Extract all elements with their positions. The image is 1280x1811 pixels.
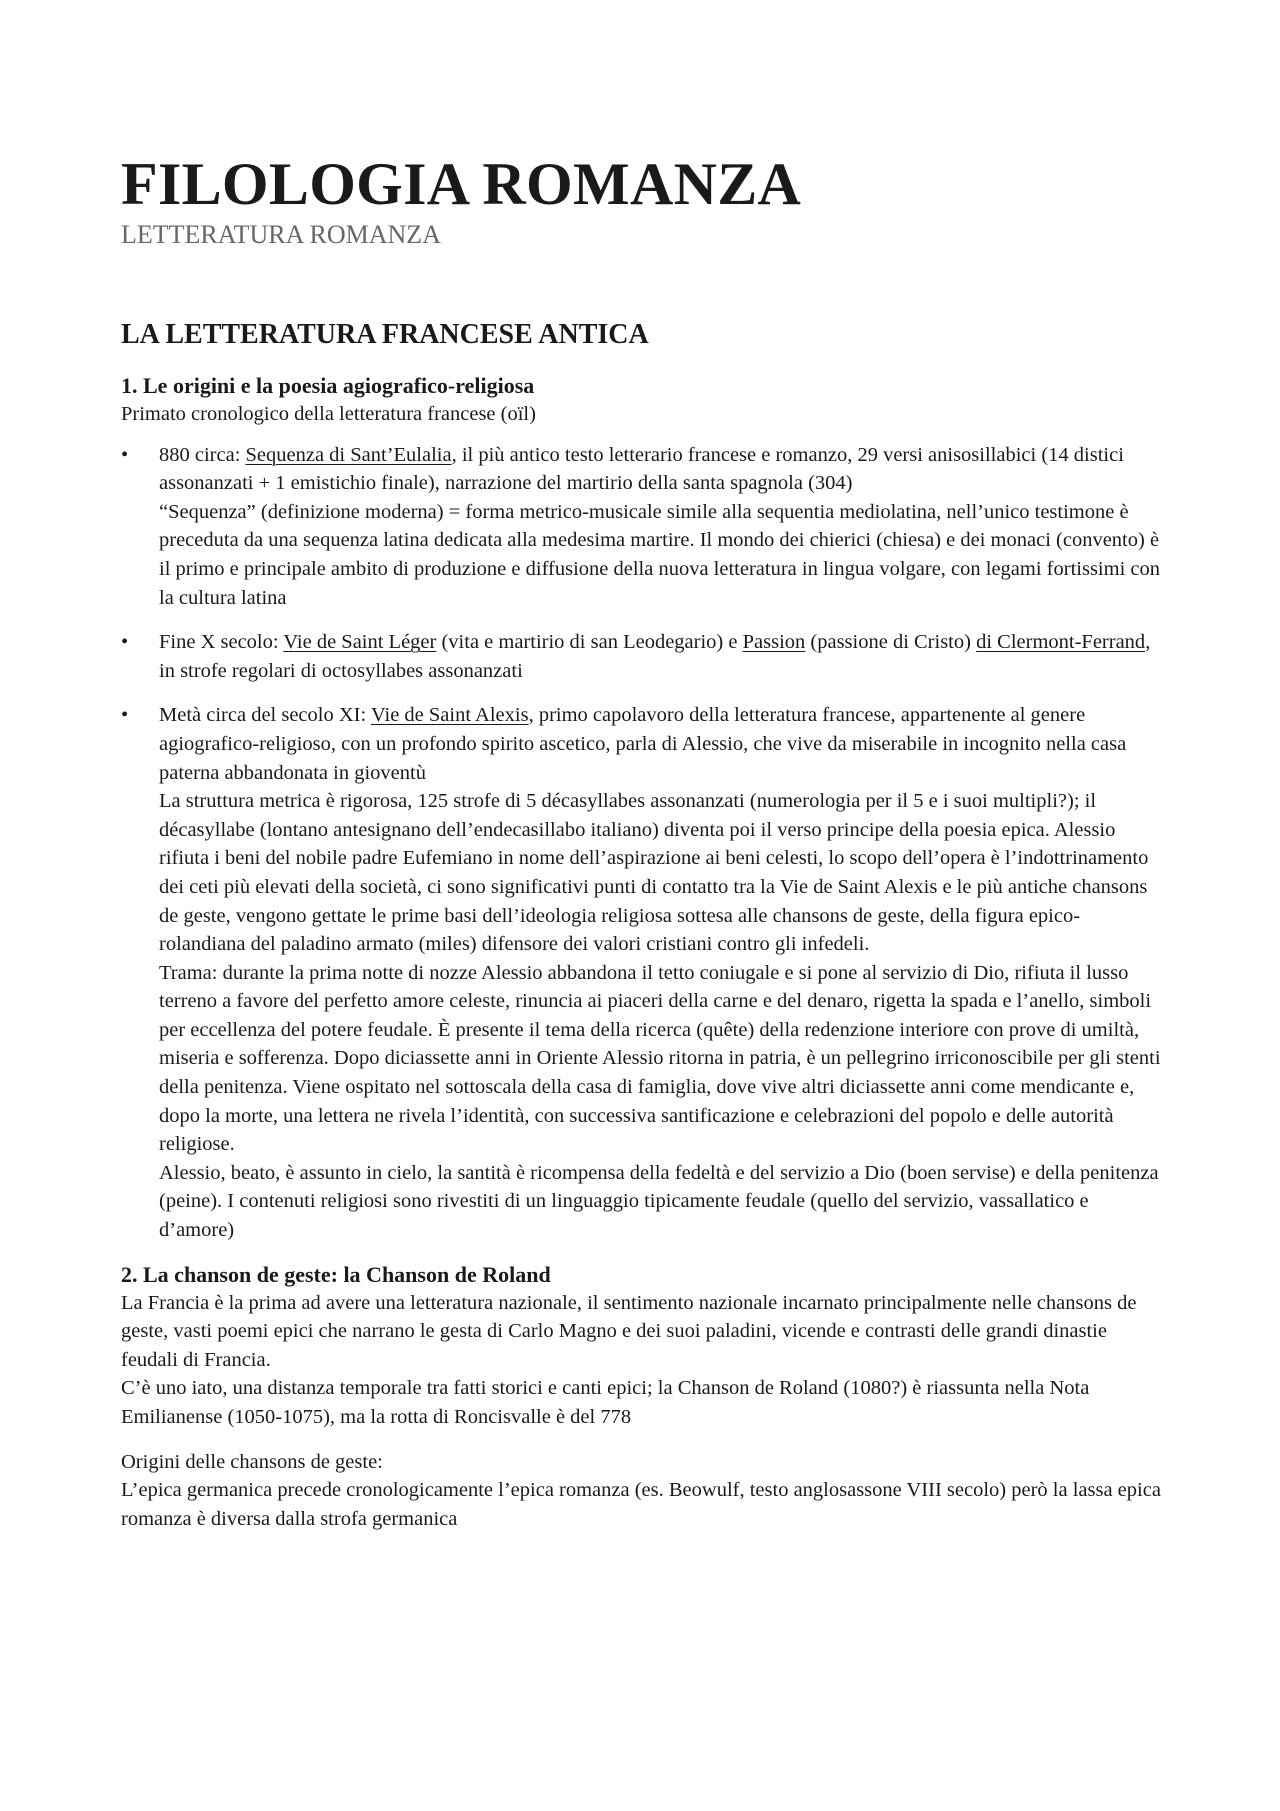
- document-subtitle: LETTERATURA ROMANZA: [121, 220, 441, 249]
- bullet-glyph: •: [121, 631, 129, 654]
- work-title-link[interactable]: di Clermont-Ferrand: [976, 631, 1146, 654]
- list-item: [121, 701, 1166, 1244]
- subsection-heading-2: 2. La chanson de geste: la Chanson de Roland: [121, 1261, 551, 1287]
- work-title-link[interactable]: Passion: [742, 631, 806, 654]
- text-run: , in strofe regolari di octosyllabes assonanzati: [159, 631, 1151, 682]
- bullet-list: [121, 441, 1166, 1245]
- list-item-paragraph: [159, 441, 1166, 498]
- text-run: (vita e martirio di san Leodegario) e: [436, 631, 743, 654]
- text-run: , il più antico testo letterario francese e romanzo, 29 versi anisosillabici (14 distici assonanzati + 1 emistichio finale), narrazione del martirio della santa spagnola (304): [159, 443, 1124, 495]
- text-run: , primo capolavoro della letteratura francese, appartenente al genere agiografico-religioso, con un profondo spirito ascetico, parla di Alessio, che vive da miserabile in incognito nella casa paterna abbandonata in gioventù: [159, 704, 1127, 784]
- text-run: Metà circa del secolo XI:: [159, 704, 371, 727]
- paragraph: Origini delle chansons de geste:: [121, 1450, 383, 1473]
- work-title-link[interactable]: Vie de Saint Léger: [283, 631, 437, 654]
- work-title-link[interactable]: Sequenza di Sant’Eulalia: [245, 443, 452, 466]
- section-heading: LA LETTERATURA FRANCESE ANTICA: [121, 319, 649, 350]
- paragraph: L’epica germanica precede cronologicamente l’epica romanza (es. Beowulf, testo anglosassone VIII secolo) però la lassa epica romanza è diversa dalla strofa germanica: [121, 1479, 1161, 1530]
- list-item-paragraph: Trama: durante la prima notte di nozze Alessio abbandona il tetto coniugale e si pone al servizio di Dio, rifiuta il lusso terreno a favore del perfetto amore celeste, rinuncia ai piaceri della carne e del denaro, rigetta la spada e l’anello, simboli per eccellenza del potere feudale. È presente il tema della ricerca (quête) della redenzione interiore con prove di umiltà, miseria e sofferenza. Dopo diciassette anni in Oriente Alessio ritorna in patria, è un pellegrino irriconoscibile per gli stenti della penitenza. Viene ospitato nel sottoscala della casa di famiglia, dove vive altri diciassette anni come mendicante e, dopo la morte, una lettera ne rivela l’identità, con successiva santificazione e celebrazioni del popolo e delle autorità religiose.: [159, 961, 1161, 1156]
- paragraph: La Francia è la prima ad avere una letteratura nazionale, il sentimento nazionale incarnato principalmente nelle chansons de geste, vasti poemi epici che narrano le gesta di Carlo Magno e dei suoi paladini, vicende e contrasti delle grandi dinastie feudali di Francia.: [121, 1291, 1137, 1371]
- list-item-paragraph: [159, 628, 1166, 685]
- list-item-paragraph: La struttura metrica è rigorosa, 125 strofe di 5 décasyllabes assonanzati (numerologia per il 5 e i suoi multipli?); il décasyllabe (lontano antesignano dell’endecasillabo italiano) diventa poi il verso principe della poesia epica. Alessio rifiuta i beni del nobile padre Eufemiano in nome dell’aspirazione ai beni celesti, lo scopo dell’opera è l’indottrinamento dei ceti più elevati della società, ci sono significativi punti di contatto tra la Vie de Saint Alexis e le più antiche chansons de geste, vengono gettate le prime basi dell’ideologia religiosa sottesa alle chansons de geste, della figura epico-rolandiana del paladino armato (miles) difensore dei valori cristiani contro gli infedeli.: [159, 790, 1149, 956]
- subsection-heading-1: 1. Le origini e la poesia agiografico-religiosa: [121, 373, 535, 398]
- bullet-glyph: •: [121, 704, 129, 727]
- subsection-intro: Primato cronologico della letteratura francese (oïl): [121, 403, 536, 425]
- list-item-paragraph: Alessio, beato, è assunto in cielo, la santità è ricompensa della fedeltà e del servizio a Dio (boen servise) e della penitenza (peine). I contenuti religiosi sono rivestiti di un linguaggio tipicamente feudale (quello del servizio, vassallatico e d’amore): [159, 1161, 1159, 1242]
- list-item-paragraph: “Sequenza” (definizione moderna) = forma metrico-musicale simile alla sequentia mediolatina, nell’unico testimone è preceduta da una sequenza latina dedicata alla medesima martire. Il mondo dei chierici (chiesa) e dei monaci (convento) è il primo e principale ambito di produzione e diffusione della nuova letteratura in lingua volgare, con legami fortissimi con la cultura latina: [159, 500, 1160, 609]
- list-item: [121, 628, 1166, 685]
- text-run: 880 circa:: [159, 443, 246, 466]
- paragraph: C’è uno iato, una distanza temporale tra fatti storici e canti epici; la Chanson de Roland (1080?) è riassunta nella Nota Emilianense (1050-1075), ma la rotta di Roncisvalle è del 778: [121, 1377, 1090, 1428]
- document-title: FILOLOGIA ROMANZA: [121, 151, 802, 217]
- list-item: [121, 441, 1166, 613]
- document-page: [121, 150, 1166, 1533]
- bullet-glyph: •: [121, 443, 129, 466]
- text-run: Fine X secolo:: [159, 631, 284, 654]
- text-run: (passione di Cristo): [805, 631, 977, 654]
- list-item-paragraph: [159, 701, 1166, 787]
- work-title-link[interactable]: Vie de Saint Alexis: [370, 704, 529, 727]
